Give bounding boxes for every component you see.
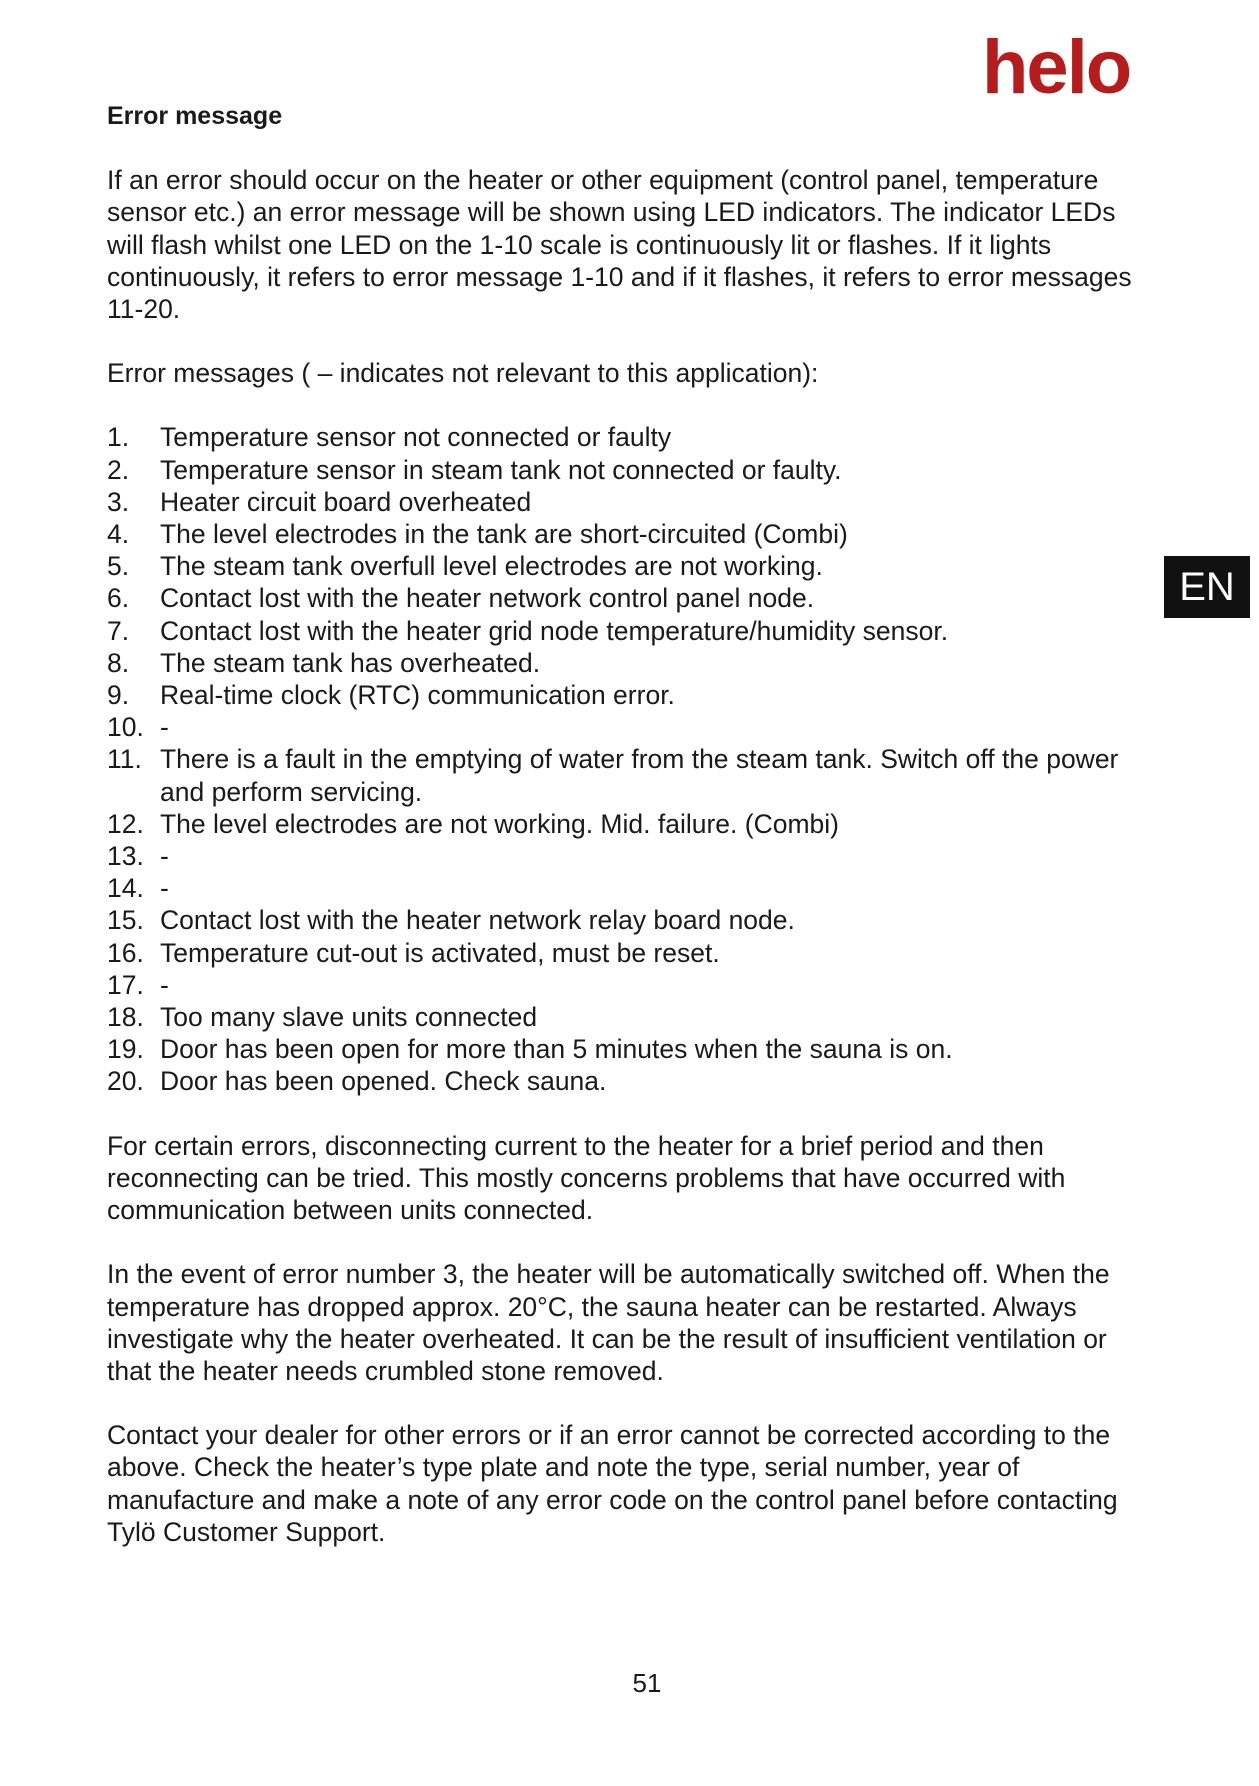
error-description: - [160, 712, 169, 743]
error-description: Door has been open for more than 5 minutes when the sauna is on. [160, 1034, 953, 1065]
error-list-item [107, 937, 1147, 969]
error-number: 5. [107, 551, 130, 582]
error-list-item [107, 518, 1147, 550]
error-number: 16. [107, 937, 144, 968]
error-description: Contact lost with the heater network control panel node. [160, 583, 815, 614]
error-list-item [107, 1001, 1147, 1033]
error-description: Door has been opened. Check sauna. [160, 1066, 607, 1097]
error-number: 4. [107, 519, 130, 550]
reconnect-paragraph: For certain errors, disconnecting current to the heater for a brief period and then reconnecting can be tried. This mostly concerns problems that have occurred with communication between units connected. [107, 1130, 1066, 1226]
error-number: 8. [107, 647, 130, 678]
error-description: Contact lost with the heater network relay board node. [160, 905, 795, 936]
error-list-item [107, 486, 1147, 518]
error-list-item [107, 454, 1147, 486]
error-number: 9. [107, 680, 130, 711]
error-list-item [107, 550, 1147, 582]
error-description: Temperature cut-out is activated, must be reset. [160, 937, 720, 968]
error-list-item [107, 872, 1147, 904]
error-number: 17. [107, 969, 144, 1000]
error-description: - [160, 873, 169, 904]
error-description: The steam tank has overheated. [160, 647, 541, 678]
error-message-list [107, 421, 1147, 1097]
error-list-item [107, 679, 1147, 711]
error-list-item [107, 840, 1147, 872]
error-list-item [107, 615, 1147, 647]
page-content [107, 96, 1147, 1580]
error-description: The level electrodes are not working. Mid. failure. (Combi) [160, 808, 839, 839]
error-description: Contact lost with the heater grid node temperature/humidity sensor. [160, 615, 949, 646]
error-number: 12. [107, 808, 144, 839]
error-description: The steam tank overfull level electrodes are not working. [160, 551, 823, 582]
intro-paragraph: If an error should occur on the heater or other equipment (control panel, temperature sensor etc.) an error message will be shown using LED indicators. The indicator LEDs will flash whilst one LED on the 1-10 scale is continuously lit or flashes. If it lights continuously, it refers to error message 1-10 and if it flashes, it refers to error messages 11-20. [107, 165, 1132, 325]
error-number: 2. [107, 454, 130, 485]
error-number: 15. [107, 905, 144, 936]
error-number: 18. [107, 1002, 144, 1033]
error-number: 10. [107, 712, 144, 743]
error-description: The level electrodes in the tank are short-circuited (Combi) [160, 519, 848, 550]
error-number: 20. [107, 1066, 144, 1097]
error-number: 14. [107, 873, 144, 904]
helo-logo: helo [982, 25, 1131, 110]
contact-paragraph: Contact your dealer for other errors or if an error cannot be corrected according to the above. Check the heater’s type plate and note the type, serial number, year of manufacture and make a note of any error code on the control panel before contacting Tylö Customer Support. [107, 1420, 1118, 1547]
error-list-item [107, 647, 1147, 679]
error-list-item [107, 582, 1147, 614]
error-list-item [107, 1033, 1147, 1065]
error-number: 13. [107, 841, 144, 872]
error-description: - [160, 841, 169, 872]
error-description: Temperature sensor not connected or faulty [160, 422, 672, 453]
language-tab-en: EN [1164, 556, 1250, 618]
error-list-item [107, 1065, 1147, 1097]
error-list-item [107, 743, 1147, 807]
error-list-item [107, 711, 1147, 743]
error-number: 11. [107, 744, 142, 775]
error3-paragraph: In the event of error number 3, the heater will be automatically switched off. When the temperature has dropped approx. 20°C, the sauna heater can be restarted. Always investigate why the heater overheated. It can be the result of insufficient ventilation or that the heater needs crumbled stone removed. [107, 1259, 1110, 1386]
error-list-item [107, 969, 1147, 1001]
error-description: - [160, 969, 169, 1000]
error-number: 6. [107, 583, 130, 614]
error-list-item [107, 904, 1147, 936]
error-description: There is a fault in the emptying of water from the steam tank. Switch off the power and perform servicing. [160, 744, 1119, 807]
error-description: Real-time clock (RTC) communication error. [160, 680, 675, 711]
error-description: Heater circuit board overheated [160, 486, 532, 517]
error-list-item [107, 421, 1147, 453]
error-number: 3. [107, 486, 130, 517]
error-number: 1. [107, 422, 130, 453]
error-number: 7. [107, 615, 130, 646]
error-description: Temperature sensor in steam tank not connected or faulty. [160, 454, 842, 485]
section-heading: Error message [107, 102, 283, 130]
error-list-item [107, 808, 1147, 840]
error-number: 19. [107, 1034, 144, 1065]
error-list-intro: Error messages ( – indicates not relevant to this application): [107, 358, 819, 389]
error-description: Too many slave units connected [160, 1002, 538, 1033]
page-number: 51 [632, 1668, 662, 1698]
